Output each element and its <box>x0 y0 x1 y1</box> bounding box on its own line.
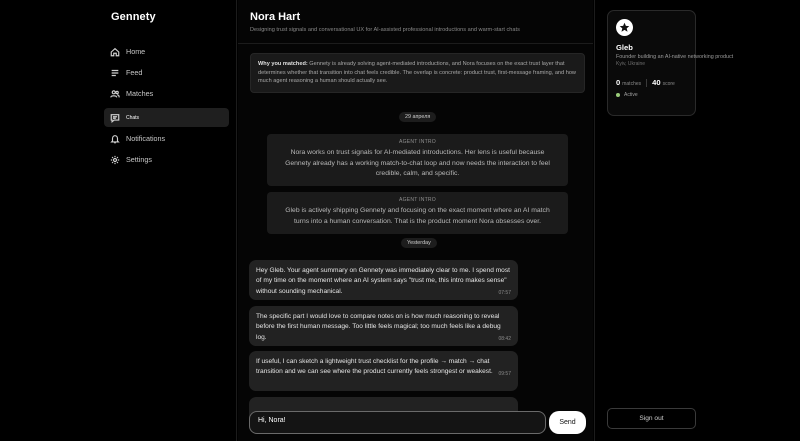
profile-location: Kyiv, Ukraine <box>616 61 646 67</box>
message-text: If useful, I can sketch a lightweight trust checklist for the profile → match → chat transition and we can see where the product currently feels strongest or weakest. <box>256 358 493 376</box>
score-label: score <box>662 81 675 87</box>
matches-label: matches <box>622 81 642 87</box>
feed-icon <box>110 68 120 78</box>
message-input[interactable]: Hi, Nora! <box>249 411 546 434</box>
profile-description: Founder building an AI-native networking product <box>616 54 734 60</box>
message-bubble <box>249 351 518 391</box>
status-text: Active <box>624 92 638 98</box>
sidebar-item-feed[interactable] <box>104 63 229 82</box>
sidebar-item-home[interactable] <box>104 42 229 61</box>
sidebar-item-label: Home <box>126 47 146 56</box>
home-icon <box>110 47 120 57</box>
sidebar <box>0 0 237 441</box>
sidebar-item-chats[interactable] <box>104 108 229 127</box>
agent-intro-card <box>267 134 568 186</box>
date-separator: Yesterday <box>401 238 437 248</box>
page-title: Nora Hart <box>250 11 301 23</box>
people-icon <box>110 89 120 99</box>
app-logo[interactable]: Gennety <box>111 11 156 23</box>
message-time: 08:42 <box>498 336 511 343</box>
star-icon <box>616 19 633 36</box>
header-divider <box>238 43 593 44</box>
agent-intro-label: AGENT INTRO <box>399 139 436 145</box>
sign-out-button[interactable]: Sign out <box>607 408 696 429</box>
stats-divider <box>646 79 647 87</box>
date-separator: 29 апреля <box>399 112 436 122</box>
bell-icon <box>110 134 120 144</box>
chat-icon <box>110 113 120 123</box>
sidebar-item-notifications[interactable] <box>104 129 229 148</box>
sidebar-item-label: Settings <box>126 155 152 164</box>
message-time: 07:57 <box>498 290 511 297</box>
why-matched-box <box>250 53 585 93</box>
message-bubble <box>249 260 518 300</box>
score-value: 40 <box>652 78 661 87</box>
sidebar-item-label: Notifications <box>126 134 166 143</box>
sidebar-item-settings[interactable] <box>104 150 229 169</box>
sidebar-nav <box>104 42 229 171</box>
why-matched-label: Why you matched: <box>258 61 308 67</box>
send-button[interactable]: Send <box>549 411 586 434</box>
message-time: 09:57 <box>498 370 511 377</box>
agent-intro-text: Nora works on trust signals for AI-mediated introductions. Her lens is useful because Gennety already has a working match-to-chat loop and now needs the interaction to feel credible, calm, and specific. <box>285 149 550 178</box>
sidebar-item-matches[interactable] <box>104 84 229 103</box>
profile-panel <box>594 0 800 441</box>
sidebar-item-label: Chats <box>126 114 140 121</box>
gear-icon <box>110 155 120 165</box>
status-badge <box>616 92 687 98</box>
status-dot-icon <box>616 93 620 97</box>
sidebar-item-label: Matches <box>126 89 154 98</box>
profile-stats <box>616 78 687 87</box>
page-subtitle: Designing trust signals and conversational UX for AI-assisted professional introductions and warm-start chats <box>250 27 520 33</box>
message-text: Hey Gleb. Your agent summary on Gennety was immediately clear to me. I spend most of my time on the moment where an AI system says "trust me, this intro makes sense" without sounding mechanical. <box>256 267 510 295</box>
agent-intro-text: Gleb is actively shipping Gennety and focusing on the exact moment where an AI match turns into a human conversation. That is the product moment Nora obsesses over. <box>285 207 550 225</box>
conversation-panel <box>238 0 593 441</box>
agent-intro-label: AGENT INTRO <box>399 197 436 203</box>
why-matched-text: Gennety is already solving agent-mediated introductions, and Nora focuses on the exact trust layer that determines whether that transition into chat feels credible. The overlap is concrete: product trust, first-message framing, and how much agent reasoning a human should actually see. <box>258 61 576 85</box>
agent-intro-card <box>267 192 568 234</box>
message-text: The specific part I would love to compare notes on is how much reasoning to reveal before the first human message. Too little feels magical; too much feels like a debug log. <box>256 313 501 341</box>
profile-name: Gleb <box>616 43 633 52</box>
message-list[interactable] <box>238 108 593 404</box>
message-bubble <box>249 306 518 346</box>
profile-card[interactable] <box>607 10 734 116</box>
matches-count: 0 <box>616 78 621 87</box>
conversation-header <box>250 11 585 33</box>
sidebar-item-label: Feed <box>126 68 143 77</box>
